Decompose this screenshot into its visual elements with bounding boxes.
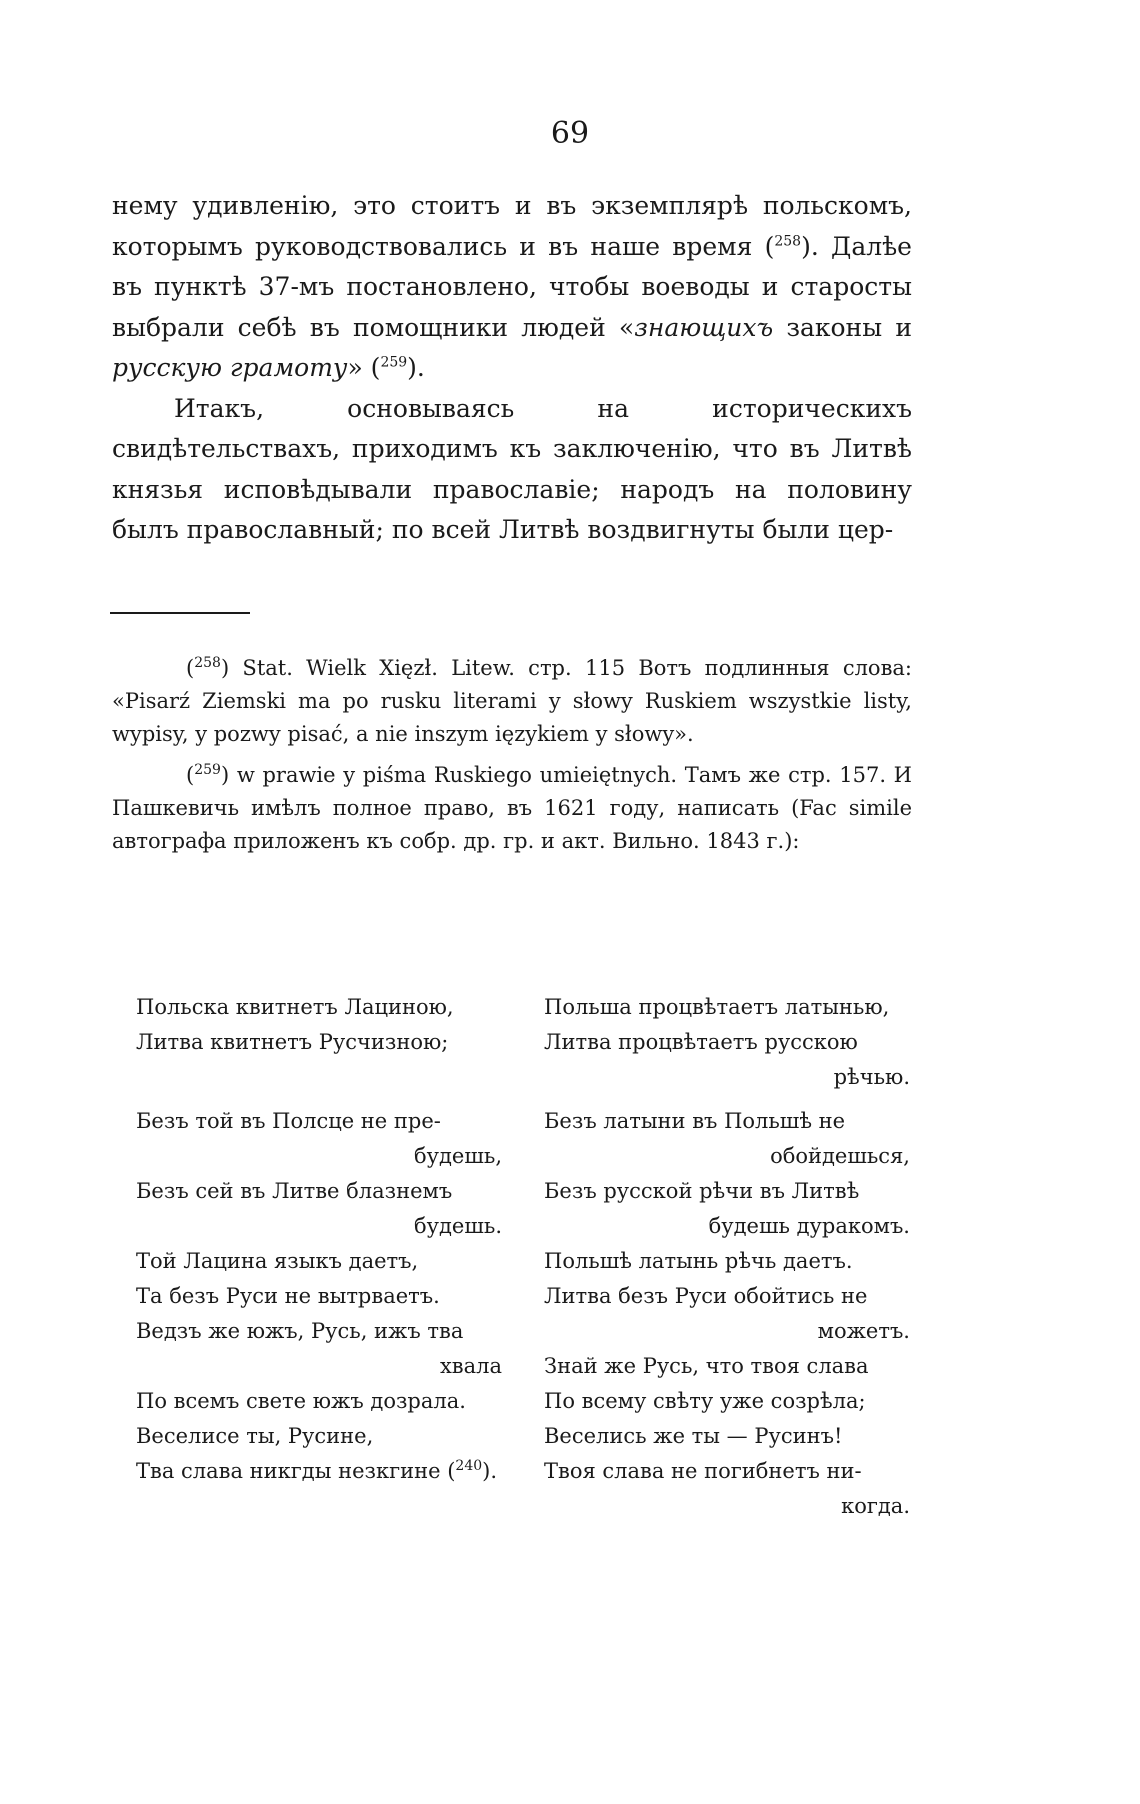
- poem-left-line-8: По всемъ свете южъ дозрала.: [136, 1389, 466, 1413]
- poem-translation-column: [544, 990, 910, 1524]
- paragraph-2: Итакъ, основываясь на историческихъ свидѣтельствахъ, приходимъ къ заключенію, что въ Литвѣ князья исповѣдывали православіе; народъ на половину былъ православный; по всей Литвѣ воздвигнуты были цер-: [112, 393, 912, 544]
- paragraph-1-text-c: законы и: [773, 312, 912, 342]
- poem-left-line-10-text: Тва слава никгды незкгине (: [136, 1459, 456, 1483]
- footnote-259-text: w prawie y piśma Ruskiego umieiętnych. Тамъ же стр. 157. И Пашкевичь имѣлъ полное право, въ 1621 году, написать (Fac simile автографа приложенъ къ собр. др. гр. и акт. Вильно. 1843 г.):: [112, 763, 912, 853]
- italic-phrase-knowing: знающихъ: [634, 312, 774, 342]
- poem-right-line-3: Безъ латыни въ Польшѣ не: [544, 1109, 846, 1133]
- poem-left-line-5: Той Лацина языкъ даетъ,: [136, 1249, 419, 1273]
- poem-left-line-10: [136, 1454, 502, 1489]
- paragraph-1-text-a: нему удивленію, это стоитъ и въ экземплярѣ польскомъ, которымъ руководствовались и въ наше время (: [112, 191, 912, 261]
- footnote-ref-240: 240: [455, 1458, 483, 1474]
- poem-right-line-8: По всему свѣту уже созрѣла;: [544, 1389, 866, 1413]
- poem-right-line-3-cont: обойдешься,: [770, 1144, 910, 1168]
- paragraph-1-text-e: ).: [407, 353, 425, 382]
- paragraph-1-text-d: » (: [347, 353, 381, 382]
- poem-right-line-10-cont: когда.: [841, 1494, 910, 1518]
- poem-right-line-4: Безъ русской рѣчи въ Литвѣ: [544, 1179, 860, 1203]
- poem-right-line-9: Веселись же ты — Русинъ!: [544, 1424, 843, 1448]
- poem-left-line-9: Веселисе ты, Русине,: [136, 1424, 374, 1448]
- poem-right-line-5: Польшѣ латынь рѣчь даетъ.: [544, 1249, 853, 1273]
- poem-left-line-6: Та безъ Руси не вытрваетъ.: [136, 1284, 440, 1308]
- poem-right-line-10: Твоя слава не погибнетъ ни-: [544, 1459, 862, 1483]
- poem-left-line-2: Литва квитнетъ Русчизною;: [136, 1030, 449, 1054]
- footnote-258: ($^{258}$) Stat. Wielk Xięzł. Litew. стр. 115 Вотъ подлинныя слова: «Pisarź Ziemski ma po rusku literami y słowy Ruskiem wszystkie listy, wypisy, y pozwy pisać, a nie inszym ięzykiem y słowy».: [112, 655, 912, 746]
- poem-left-spacer: [136, 1060, 502, 1095]
- poem-left-line-1: Польска квитнетъ Лациною,: [136, 995, 454, 1019]
- poem-right-line-6: Литва безъ Руси обойтись не: [544, 1284, 868, 1308]
- poem-right-line-4-cont: будешь дуракомъ.: [708, 1214, 910, 1238]
- footnote-258-text: Stat. Wielk Xięzł. Litew. стр. 115 Вотъ подлинныя слова: «Pisarź Ziemski ma po rusku literami y słowy Ruskiem wszystkie listy, wypisy, y pozwy pisać, a nie inszym ięzykiem y słowy».: [112, 656, 912, 746]
- poem-left-line-4: Безъ сей въ Литве блазнемъ: [136, 1179, 453, 1203]
- poem-right-line-7: Знай же Русь, что твоя слава: [544, 1354, 869, 1378]
- main-text: [112, 186, 912, 551]
- poem-left-line-4-cont: будешь.: [414, 1214, 502, 1238]
- footnote-marker-258: 258: [194, 655, 221, 671]
- poem-original-column: [136, 990, 502, 1489]
- poem-right-line-1: Польша процвѣтаетъ латынью,: [544, 995, 890, 1019]
- footnotes: [112, 652, 912, 866]
- poem-left-line-10-end: ).: [482, 1459, 498, 1483]
- poem-left-line-3-cont: будешь,: [414, 1144, 502, 1168]
- paragraph-1-text-b: ). Далѣе въ пунктѣ 37-мъ постановлено, чтобы воеводы и старосты выбрали себѣ въ помощники людей «: [112, 231, 912, 342]
- poem-right-line-6-cont: можетъ.: [817, 1319, 910, 1343]
- poem-right-line-2: Литва процвѣтаетъ русскою: [544, 1030, 858, 1054]
- paragraph-1: [112, 186, 912, 389]
- poem-right-line-2-cont: рѣчью.: [833, 1065, 910, 1089]
- italic-phrase-russian-literacy: русскую грамоту: [112, 353, 348, 382]
- poem-left-line-3: Безъ той въ Полсце не пре-: [136, 1109, 441, 1133]
- footnote-ref-258: 258: [774, 233, 802, 250]
- footnote-marker-259: 259: [194, 762, 221, 778]
- poem-left-line-7-cont: хвала: [439, 1354, 502, 1378]
- page-number: 69: [550, 116, 590, 151]
- footnote-ref-259: 259: [380, 354, 408, 371]
- footnote-259: ($^{259}$) w prawie y piśma Ruskiego umieiętnych. Тамъ же стр. 157. И Пашкевичь имѣлъ полное право, въ 1621 году, написать (Fac simile автографа приложенъ къ собр. др. гр. и акт. Вильно. 1843 г.):: [112, 762, 912, 853]
- poem-left-line-7: Ведзъ же южъ, Русь, ижъ тва: [136, 1319, 464, 1343]
- footnote-separator-rule: [110, 612, 250, 614]
